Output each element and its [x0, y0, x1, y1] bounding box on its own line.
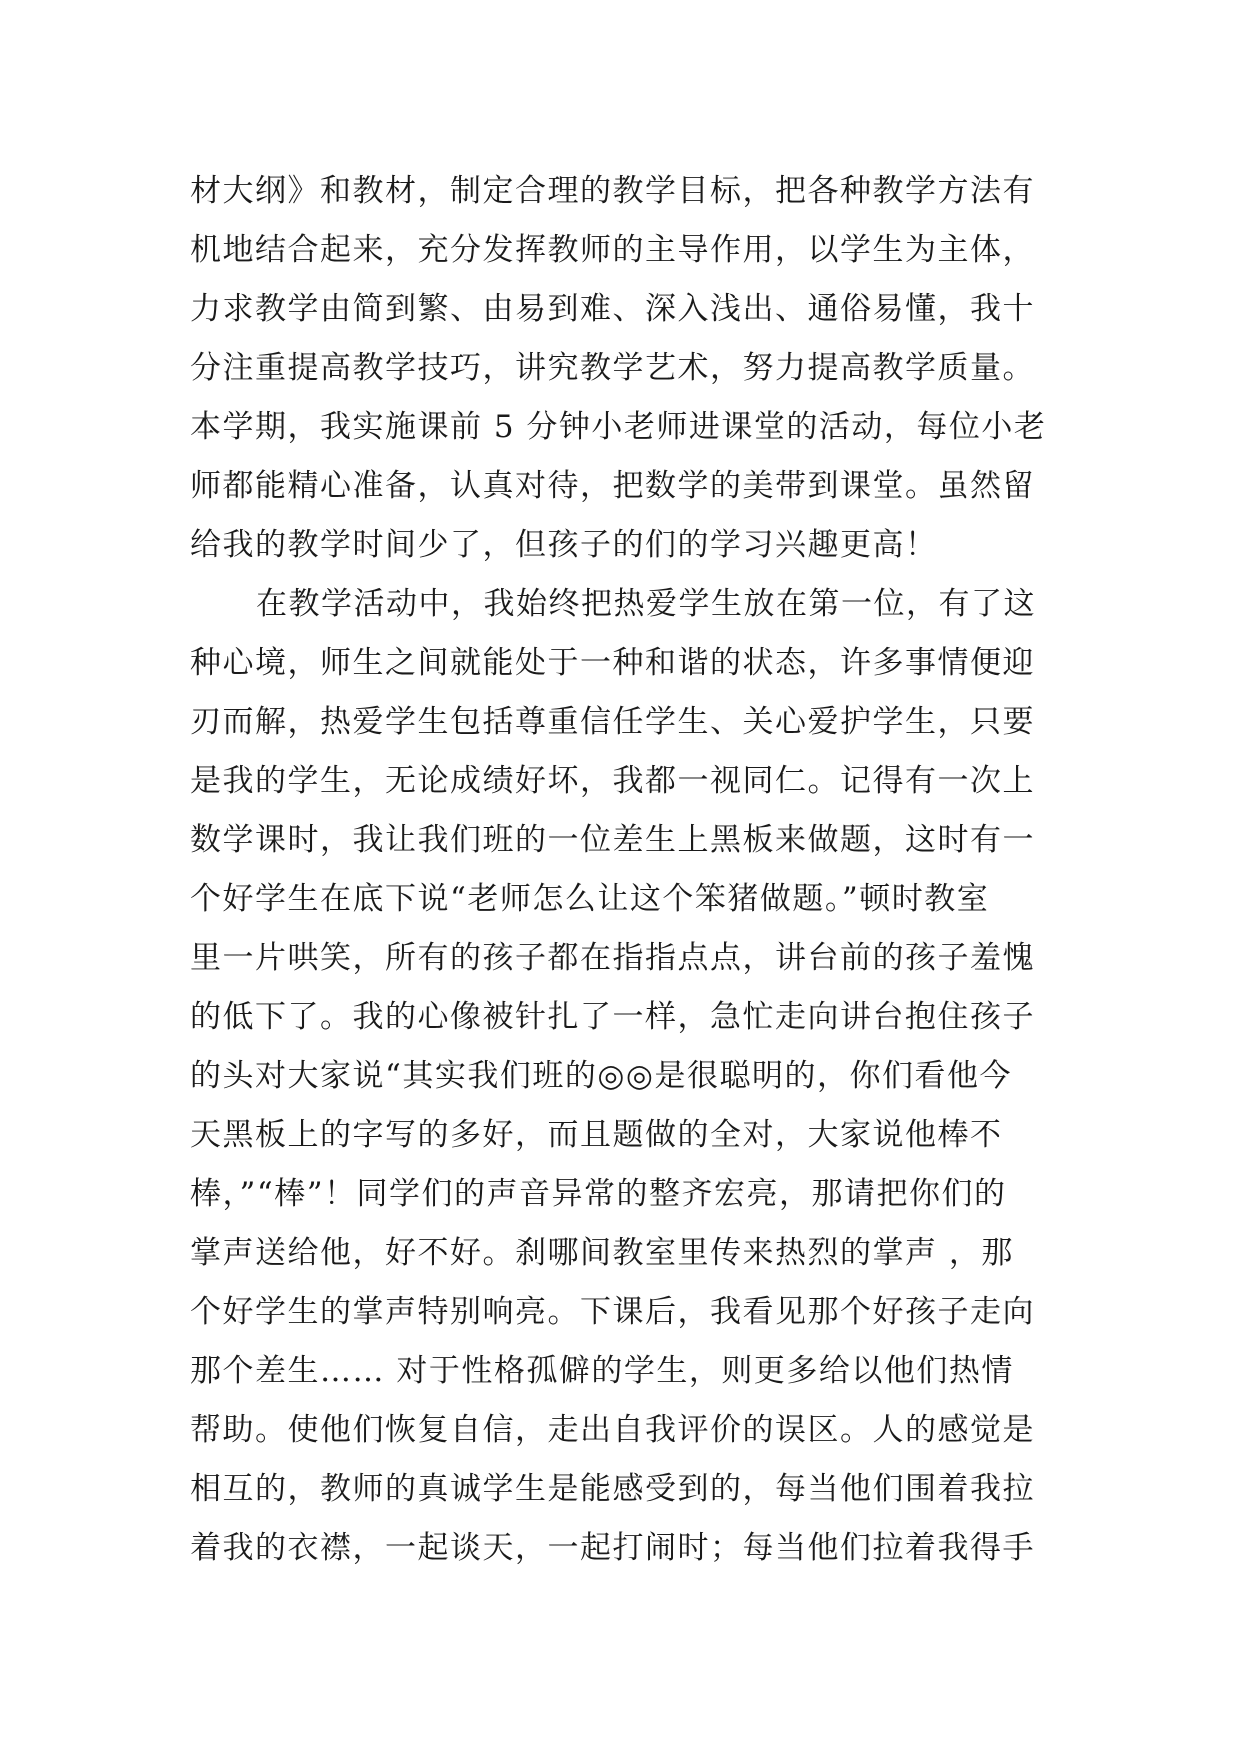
paragraph-1 [190, 162, 1070, 575]
paragraph-2 [190, 575, 1070, 1578]
text-line: 的低下了。我的心像被针扎了一样，急忙走向讲台抱住孩子 [190, 999, 1035, 1035]
text-line: 刃而解，热爱学生包括尊重信任学生、关心爱护学生，只要 [190, 704, 1035, 740]
text-line: 种心境，师生之间就能处于一种和谐的状态，许多事情便迎 [190, 645, 1035, 681]
text-line: 材大纲》和教材，制定合理的教学目标，把各种教学方法有 [190, 173, 1035, 209]
text-line: 本学期，我实施课前 5 分钟小老师进课堂的活动，每位小老 [190, 409, 1047, 445]
text-line: 棒，”“棒”！同学们的声音异常的整齐宏亮，那请把你们的 [190, 1176, 1007, 1212]
text-line: 掌声送给他，好不好。刹哪间教室里传来热烈的掌声 ，那 [190, 1235, 1014, 1271]
text-line: 在教学活动中，我始终把热爱学生放在第一位，有了这 [256, 586, 1036, 622]
text-line: 分注重提高教学技巧，讲究教学艺术，努力提高教学质量。 [190, 350, 1035, 386]
text-line: 天黑板上的字写的多好，而且题做的全对，大家说他棒不 [190, 1117, 1003, 1153]
text-line: 是我的学生，无论成绩好坏，我都一视同仁。记得有一次上 [190, 763, 1035, 799]
text-line: 数学课时，我让我们班的一位差生上黑板来做题，这时有一 [190, 822, 1035, 858]
text-line: 力求教学由简到繁、由易到难、深入浅出、通俗易懂，我十 [190, 291, 1035, 327]
text-line: 里一片哄笑，所有的孩子都在指指点点，讲台前的孩子羞愧 [190, 940, 1035, 976]
text-line: 个好学生在底下说“老师怎么让这个笨猪做题。”顿时教室 [190, 881, 990, 917]
body-text [190, 162, 1070, 1578]
text-line: 给我的教学时间少了，但孩子的们的学习兴趣更高！ [190, 527, 938, 563]
text-line: 机地结合起来，充分发挥教师的主导作用，以学生为主体， [190, 232, 1035, 268]
text-line: 个好学生的掌声特别响亮。下课后，我看见那个好孩子走向 [190, 1294, 1035, 1330]
text-line: 那个差生…… 对于性格孤僻的学生，则更多给以他们热情 [190, 1353, 1014, 1389]
text-line: 着我的衣襟，一起谈天，一起打闹时；每当他们拉着我得手 [190, 1530, 1035, 1566]
text-line: 的头对大家说“其实我们班的◎◎是很聪明的，你们看他今 [190, 1058, 1012, 1094]
text-line: 帮助。使他们恢复自信，走出自我评价的误区。人的感觉是 [190, 1412, 1035, 1448]
text-line: 师都能精心准备，认真对待，把数学的美带到课堂。虽然留 [190, 468, 1035, 504]
text-line: 相互的，教师的真诚学生是能感受到的，每当他们围着我拉 [190, 1471, 1035, 1507]
